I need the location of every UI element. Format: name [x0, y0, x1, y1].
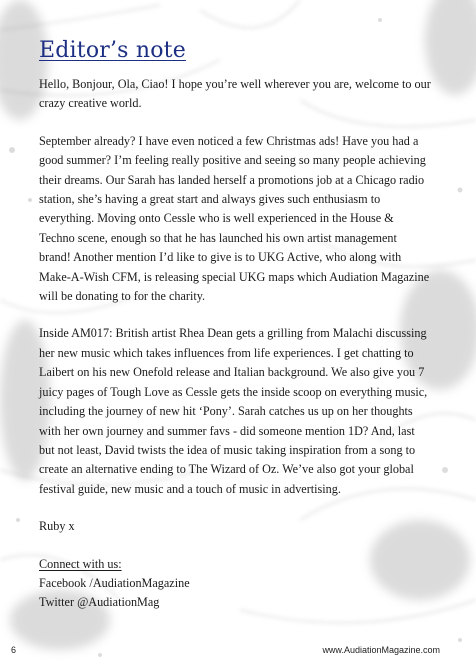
paragraph-inside: Inside AM017: British artist Rhea Dean gets a grilling from Malachi discussing her new music which takes influences from life experiences. I get chatting to Laibert on his new Onefold release and Italian background. We also give you 7 juicy pages of Tough Love as Cessle gets the inside scoop on everything music, including the journey of new hit ‘Pony’. Sarah catches us up on her thoughts with her own journey and summer favs - did someone mention 1D? And, last but not least, David twists the idea of music taking inspiration from a song to create an alternative ending to The Wizard of Oz. We’ve also got your global festival guide, new music and a touch of music in advertising.: [39, 326, 428, 496]
footer-url[interactable]: www.AudiationMagazine.com: [322, 645, 440, 655]
paragraph-september: September already? I have even noticed a few Christmas ads! Have you had a good summer? I’m feeling really positive and seeing so many people achieving their dreams. Our Sarah has landed herself a promotions job at a Chicago radio station, she’s having a great start and always gives such enthusiasm to everything. Moving onto Cessle who is well experienced in the House & Techno scene, enough so that he has launched his own artist management brand! Another mention I’d like to give is to UKG Active, who along with Make-A-Wish CFM, is releasing special UKG maps which Audiation Magazine will be donating to for the charity.: [39, 133, 430, 304]
connect-heading: Connect with us:: [39, 556, 122, 571]
paragraph-intro: Hello, Bonjour, Ola, Ciao! I hope you’re well wherever you are, welcome to our crazy creative world.: [39, 77, 431, 111]
page-number: 6: [11, 645, 17, 655]
twitter-link[interactable]: Twitter @AudiationMag: [39, 595, 160, 610]
facebook-link[interactable]: Facebook /AudiationMagazine: [39, 575, 190, 590]
connect-section: [39, 555, 431, 613]
signoff: Ruby x: [39, 519, 75, 534]
article-content: [39, 38, 431, 613]
page-title: Editor’s note: [39, 38, 186, 63]
